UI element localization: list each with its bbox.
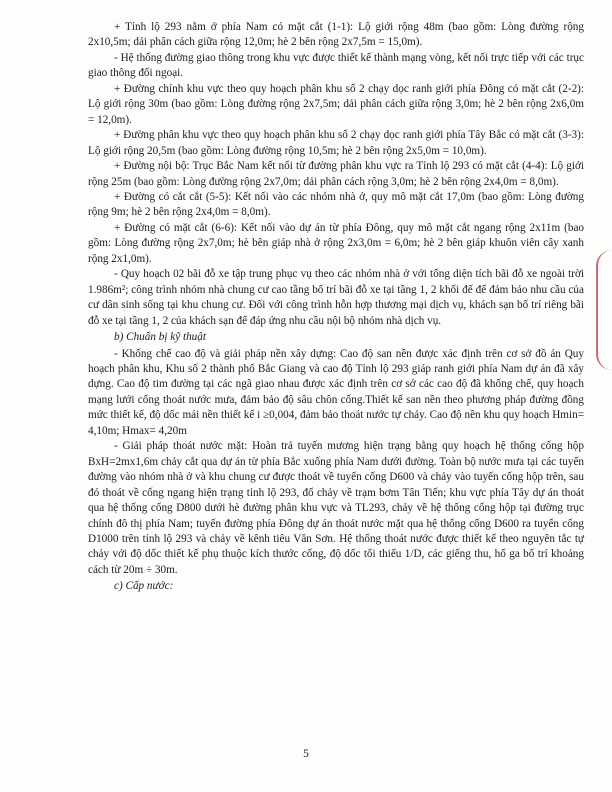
paragraph-road-6-6: + Đường có mặt cắt (6-6): Kết nối vào dự án từ phía Đông, quy mô mặt cắt ngang rộng 2x11m (bao gồm: Lòng đường rộng 2x7,0m; hè bên giáp nhà ở rộng 2x3,0m = 6,0m; hè 2 bên giáp khuôn viên cây xanh rộng 2x1,0m). xyxy=(88,221,584,265)
red-stamp-edge xyxy=(596,250,612,370)
paragraph-tl293: + Tỉnh lộ 293 nằm ở phía Nam có mặt cắt (1-1): Lộ giới rộng 48m (bao gồm: Lòng đường rộng 2x10,5m; dải phân cách giữa rộng 12,0m; hè 2 bên rộng 2x7,5m = 15,0m). xyxy=(88,21,584,49)
paragraph-elevation: - Khống chế cao độ và giải pháp nền xây dựng: Cao độ san nền được xác định trên cơ sở đồ án Quy hoạch phân khu, Khu số 2 thành phố Bắc Giang và cao độ Tỉnh lộ 293 giáp ranh giới phía Nam dự án đã xây dựng. Cao độ tim đường tại các ngã giao nhau được xác định trên cơ sở các cao độ đã khống chế, quy hoạch mạng lưới cống thoát nước mưa, đảm bảo độ sâu chôn cống.Thiết kế san nền theo phương pháp đường đồng mức thiết kế, độ dốc mái nền thiết kế i ≥0,004, đảm bảo thoát nước tự chảy. Cao độ nền khu quy hoạch Hmin= 4,10m; Hmax= 4,20m xyxy=(88,347,584,437)
paragraph-road-5-5: + Đường có cắt cắt (5-5): Kết nối vào các nhóm nhà ở, quy mô mặt cắt 17,0m (bao gồm: Lòng đường rộng 9m; hè 2 bên rộng 2x4,0m = 8,0m). xyxy=(88,190,584,219)
section-heading-water-supply: c) Cấp nước: xyxy=(114,580,174,593)
section-heading-technical-prep: b) Chuẩn bị kỹ thuật xyxy=(114,331,206,344)
paragraph-road-2-2: + Đường chính khu vực theo quy hoạch phân khu số 2 chạy dọc ranh giới phía Đông có mặt cắt (2-2): Lộ giới rộng 30m (bao gồm: Lòng đường rộng 2x7,5m; dải phân cách giữa rộng 3,0m; hè 2 bên rộng 2x6,0m = 12,0m). xyxy=(88,82,584,126)
paragraph-drainage: - Giải pháp thoát nước mặt: Hoàn trả tuyến mương hiện trạng bằng quy hoạch hệ thống cống hộp BxH=2mx1,6m chảy cắt qua dự án từ phía Bắc xuống phía Nam dưới đường. Toàn bộ nước mưa tại các tuyến đường vào nhóm nhà ở và khu chung cư được thoát về tuyến cống D600 và chảy vào tuyến cống hộp trên, sau đó thoát về cống ngang hiện trạng tỉnh lộ 293, đổ chảy về trạm bơm Tân Tiến; khu vực phía Tây dự án thoát qua hệ thống cống D800 dưới hè đường phân khu vực và TL293, chảy về hệ thống cống hộp tại đường trục chính đô thị phía Nam; tuyến đường phía Đông dự án thoát nước mặt qua hệ thống cống D600 ra tuyến cống D1000 trên tỉnh lộ 293 và chảy về kênh tiêu Văn Sơn. Hệ thống thoát nước được thiết kế theo nguyên tắc tự chảy với độ dốc thiết kế phụ thuộc kích thước cống, độ dốc tối thiểu 1/D, các giếng thu, hố ga bố trí khoảng cách từ 20m ÷ 30m. xyxy=(88,440,584,576)
paragraph-parking: - Quy hoạch 02 bãi đỗ xe tập trung phục vụ theo các nhóm nhà ở với tổng diện tích bãi đỗ xe ngoài trời 1.986m²; công trình nhóm nhà chung cư cao tầng bố trí bãi đỗ xe tại tầng 1, 2 khối đế để đảm bảo nhu cầu của cư dân sinh sống tại khu chung cư. Đối với công trình hỗn hợp thương mại dịch vụ, khách sạn bố trí riêng bãi đỗ xe tại tầng 1, 2 của khách sạn để đáp ứng nhu cầu nội bộ nhóm nhà dịch vụ. xyxy=(88,268,584,327)
document-body xyxy=(88,20,584,596)
page-number: 5 xyxy=(303,748,309,760)
paragraph-road-3-3: + Đường phân khu vực theo quy hoạch phân khu số 2 chạy dọc ranh giới phía Tây Bắc có mặt cắt (3-3): Lộ giới rộng 20,5m (bao gồm: Lòng đường rộng 10,5m; hè 2 bên rộng 2x5,0m = 10,0m). xyxy=(88,129,584,157)
paragraph-road-4-4: + Đường nội bộ: Trục Bắc Nam kết nối từ đường phân khu vực ra Tỉnh lộ 293 có mặt cắt (4-4): Lộ giới rộng 25m (bao gồm: Lòng đường rộng 2x7,0m; dải phân cách rộng 3,0m; hè 2 bên rộng 2x4,0m = 8,0m). xyxy=(88,160,584,188)
paragraph-network: - Hệ thống đường giao thông trong khu vực được thiết kế thành mạng vòng, kết nối trực tiếp với các trục giao thông đối ngoại. xyxy=(88,51,584,80)
